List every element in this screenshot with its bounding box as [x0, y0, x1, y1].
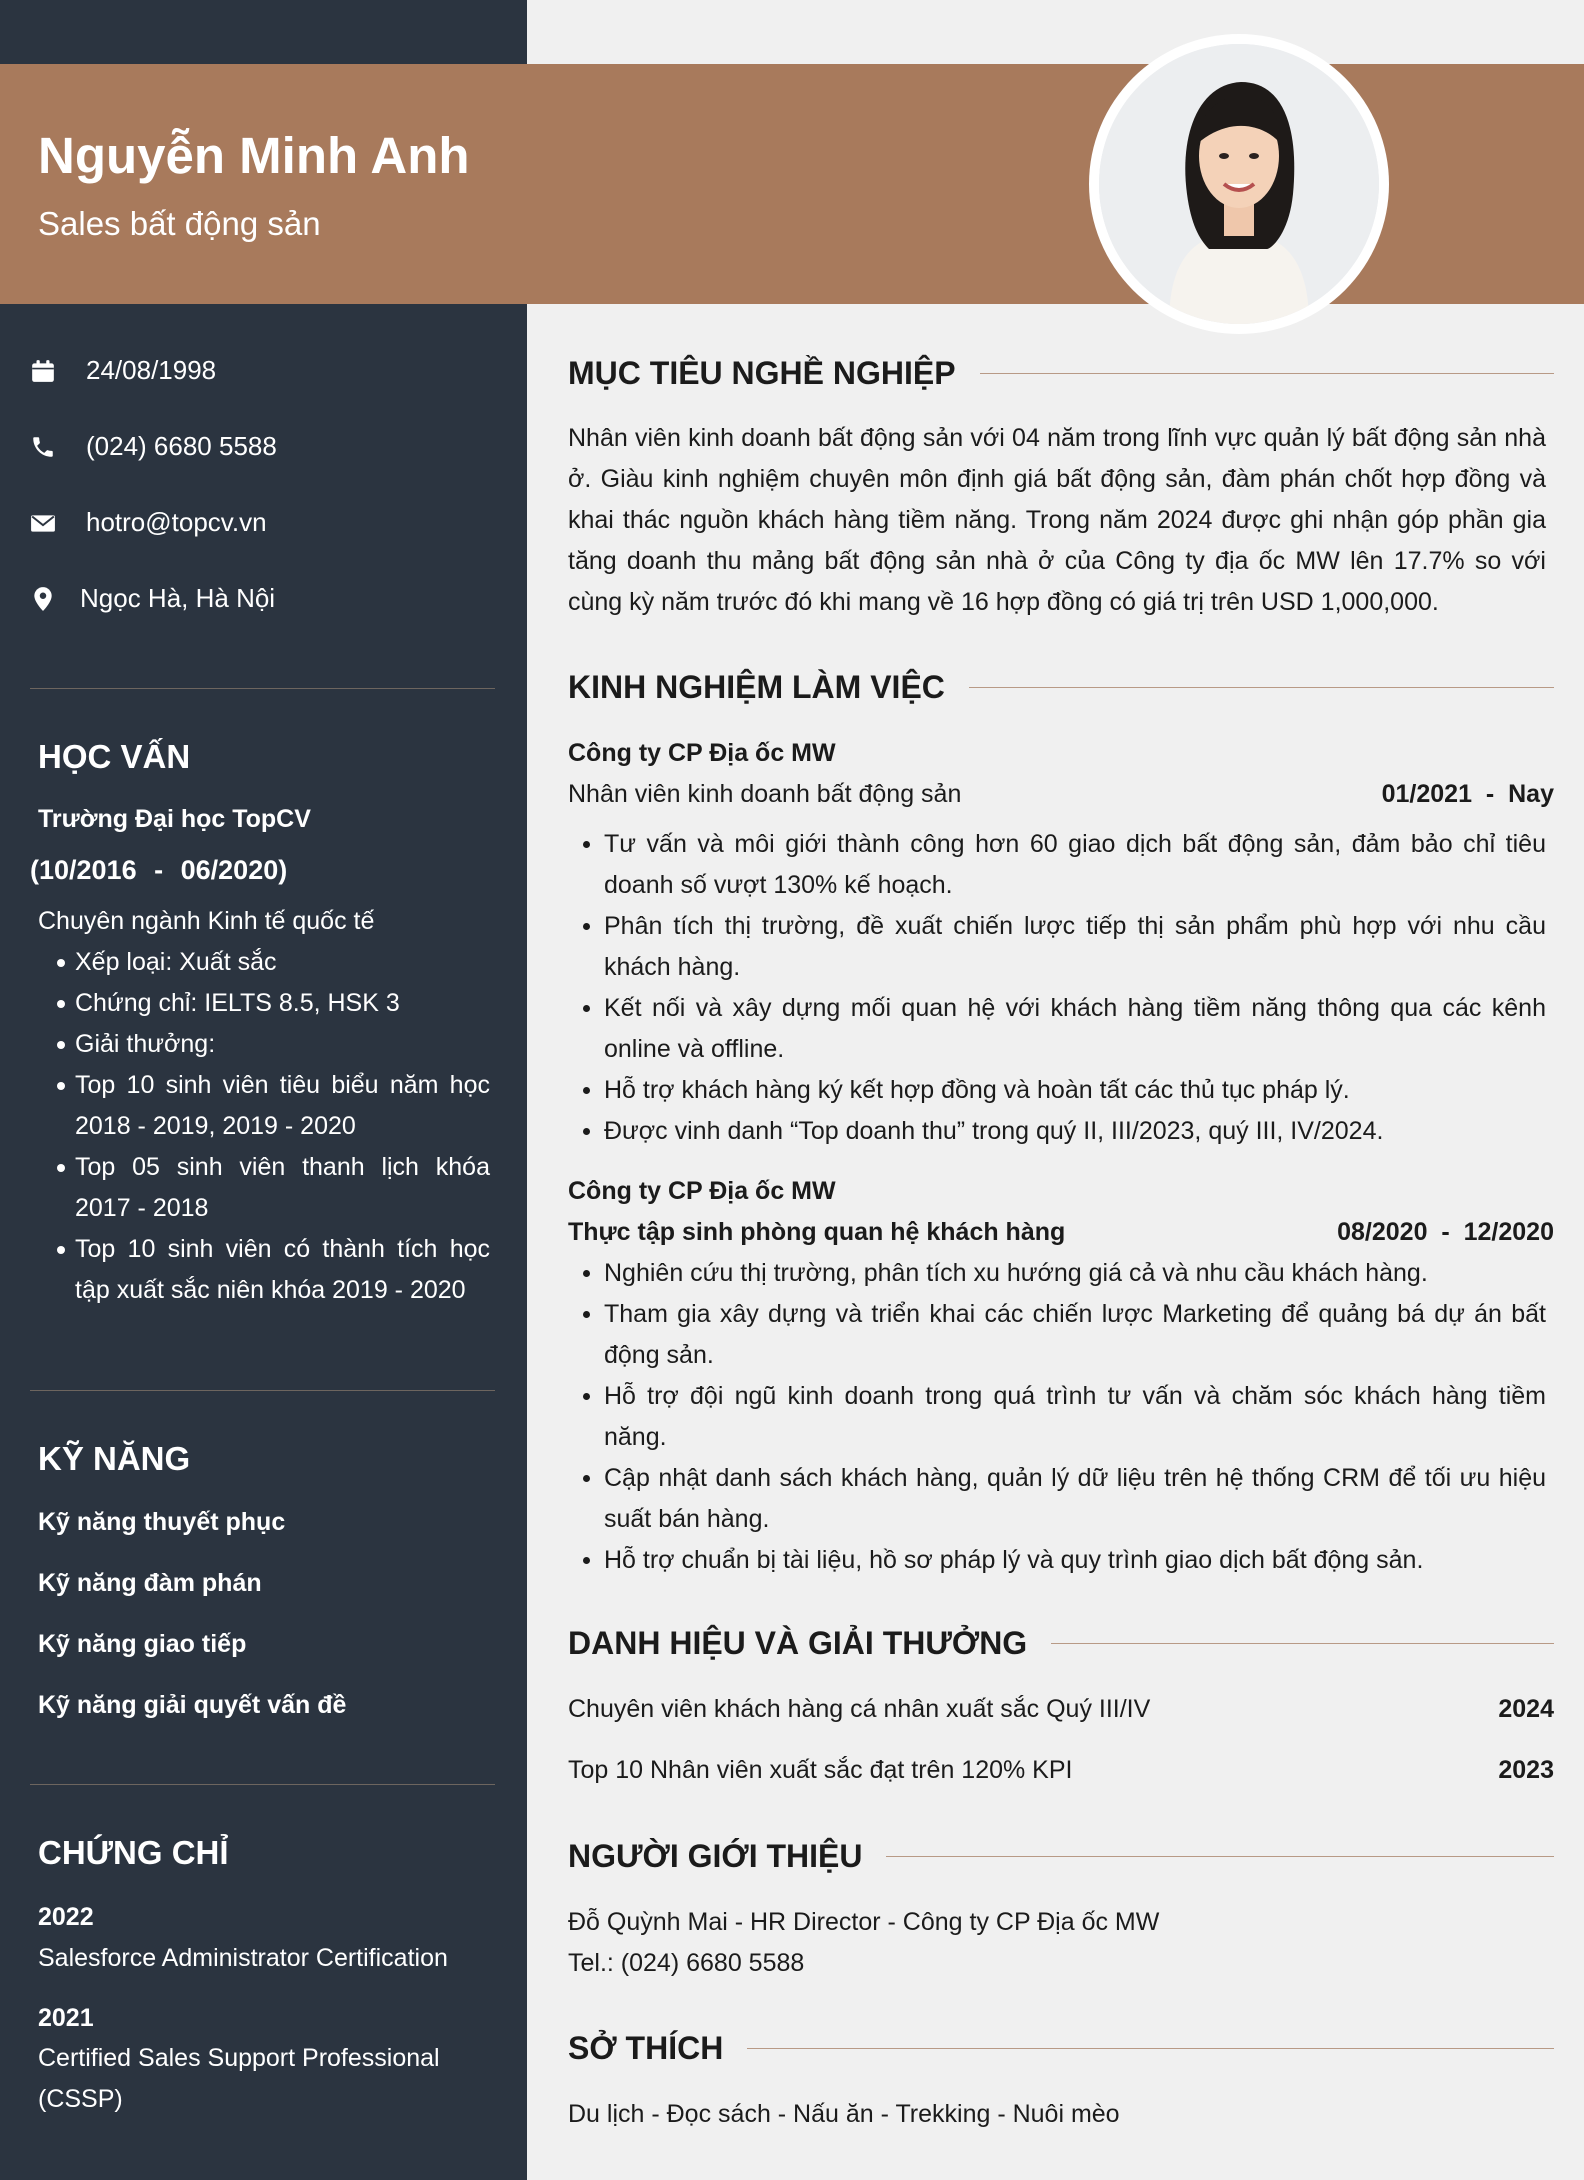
sidebar-divider — [30, 1390, 495, 1391]
certificates-title: CHỨNG CHỈ — [38, 1834, 229, 1871]
education-title: HỌC VẤN — [38, 738, 191, 775]
experience-header — [568, 669, 1554, 706]
hobbies-text: Du lịch - Đọc sách - Nấu ăn - Trekking - Nuôi mèo — [568, 2100, 1120, 2128]
education-school: Trường Đại học TopCV — [38, 805, 311, 833]
reference-person: Đỗ Quỳnh Mai - HR Director - Công ty CP Địa ốc MW — [568, 1908, 1160, 1936]
section-rule — [969, 687, 1554, 688]
candidate-role: Sales bất động sản — [38, 205, 321, 242]
section-rule — [747, 2048, 1554, 2049]
award-name: Chuyên viên khách hàng cá nhân xuất sắc Quý III/IV — [568, 1695, 1151, 1723]
list-item: Chứng chỉ: IELTS 8.5, HSK 3 — [38, 983, 490, 1024]
section-rule — [1051, 1643, 1554, 1644]
certificate-year: 2022 — [38, 1903, 94, 1931]
list-item: Hỗ trợ đội ngũ kinh doanh trong quá trình tư vấn và chăm sóc khách hàng tiềm năng. — [568, 1376, 1546, 1458]
skill-item: Kỹ năng đàm phán — [38, 1569, 262, 1597]
job-period — [1337, 1218, 1554, 1247]
job-end: Nay — [1508, 780, 1554, 808]
contact-address — [30, 583, 275, 614]
avatar — [1099, 44, 1379, 324]
phone-text: (024) 6680 5588 — [86, 431, 277, 461]
job-bullets — [568, 1253, 1546, 1581]
email-text: hotro@topcv.vn — [86, 507, 267, 537]
job-bullets — [568, 824, 1546, 1152]
profile-photo — [1089, 34, 1389, 334]
skills-title: KỸ NĂNG — [38, 1440, 191, 1477]
skill-item: Kỹ năng giao tiếp — [38, 1630, 247, 1658]
map-pin-icon — [30, 586, 56, 612]
education-details — [38, 942, 490, 1311]
list-item: Cập nhật danh sách khách hàng, quản lý dữ liệu trên hệ thống CRM để tối ưu hiệu suất bán hàng. — [568, 1458, 1546, 1540]
envelope-icon — [30, 510, 56, 536]
job-start: 01/2021 — [1381, 780, 1472, 808]
skill-item: Kỹ năng thuyết phục — [38, 1508, 286, 1536]
list-item: Tư vấn và môi giới thành công hơn 60 giao dịch bất động sản, đảm bảo chỉ tiêu doanh số vượt 130% kế hoạch. — [568, 824, 1546, 906]
list-item: Nghiên cứu thị trường, phân tích xu hướng giá cả và nhu cầu khách hàng. — [568, 1253, 1546, 1294]
list-item: Kết nối và xây dựng mối quan hệ với khách hàng tiềm năng thông qua các kênh online và offline. — [568, 988, 1546, 1070]
certificate-name: Salesforce Administrator Certification — [38, 1944, 448, 1972]
education-period-start: (10/2016 — [30, 855, 137, 885]
award-year: 2024 — [1498, 1695, 1554, 1723]
job-start: 08/2020 — [1337, 1218, 1428, 1246]
education-period-sep: - — [154, 855, 164, 885]
certificate-name: Certified Sales Support Professional (CSSP) — [38, 2044, 440, 2113]
list-item: Hỗ trợ khách hàng ký kết hợp đồng và hoàn tất các thủ tục pháp lý. — [568, 1070, 1546, 1111]
list-item: Phân tích thị trường, đề xuất chiến lược tiếp thị sản phẩm phù hợp với nhu cầu khách hàng. — [568, 906, 1546, 988]
section-rule — [886, 1856, 1554, 1857]
list-item: Xếp loại: Xuất sắc — [38, 942, 490, 983]
contact-birthday — [30, 355, 216, 386]
awards-header — [568, 1625, 1554, 1662]
sidebar-divider — [30, 1784, 495, 1785]
certificate-year: 2021 — [38, 2004, 94, 2032]
reference-phone: Tel.: (024) 6680 5588 — [568, 1949, 805, 1977]
contact-email — [30, 507, 267, 538]
job-company: Công ty CP Địa ốc MW — [568, 1177, 836, 1205]
job-sep: - — [1485, 780, 1495, 808]
job-end: 12/2020 — [1463, 1218, 1554, 1246]
award-name: Top 10 Nhân viên xuất sắc đạt trên 120% KPI — [568, 1756, 1073, 1784]
references-title: NGƯỜI GIỚI THIỆU — [568, 1838, 863, 1874]
experience-title: KINH NGHIỆM LÀM VIỆC — [568, 669, 945, 705]
objective-text: Nhân viên kinh doanh bất động sản với 04 năm trong lĩnh vực quản lý bất động sản nhà ở. Giàu kinh nghiệm chuyên môn định giá bất động sản, đàm phán chốt hợp đồng và khai thác nguồn khách hàng tiềm năng. Trong năm 2024 được ghi nhận góp phần gia tăng doanh thu mảng bất động sản nhà ở của Công ty địa ốc MW lên 17.7% so với cùng kỳ năm trước đó khi mang về 16 hợp đồng có giá trị trên USD 1,000,000. — [568, 424, 1546, 616]
hobbies-title: SỞ THÍCH — [568, 2030, 724, 2066]
list-item: Tham gia xây dựng và triển khai các chiến lược Marketing để quảng bá dự án bất động sản. — [568, 1294, 1546, 1376]
objective-header — [568, 355, 1554, 392]
job-position: Thực tập sinh phòng quan hệ khách hàng — [568, 1218, 1066, 1246]
contact-phone — [30, 431, 277, 462]
education-period-end: 06/2020) — [180, 855, 288, 885]
award-year: 2023 — [1498, 1756, 1554, 1784]
skill-item: Kỹ năng giải quyết vấn đề — [38, 1691, 347, 1719]
job-position: Nhân viên kinh doanh bất động sản — [568, 780, 962, 808]
education-period — [30, 855, 287, 886]
address-text: Ngọc Hà, Hà Nội — [80, 583, 276, 613]
education-major: Chuyên ngành Kinh tế quốc tế — [38, 907, 375, 935]
list-item: Top 10 sinh viên có thành tích học tập xuất sắc niên khóa 2019 - 2020 — [38, 1229, 490, 1311]
calendar-icon — [30, 358, 56, 384]
job-sep: - — [1441, 1218, 1450, 1246]
section-rule — [980, 373, 1554, 374]
birthday-text: 24/08/1998 — [86, 355, 217, 385]
objective-title: MỤC TIÊU NGHỀ NGHIỆP — [568, 355, 956, 391]
job-company: Công ty CP Địa ốc MW — [568, 739, 836, 767]
phone-icon — [30, 434, 56, 460]
hobbies-header — [568, 2030, 1554, 2067]
references-header — [568, 1838, 1554, 1875]
job-period — [1382, 780, 1554, 809]
list-item: Được vinh danh “Top doanh thu” trong quý II, III/2023, quý III, IV/2024. — [568, 1111, 1546, 1152]
list-item: Giải thưởng: — [38, 1024, 490, 1065]
list-item: Hỗ trợ chuẩn bị tài liệu, hồ sơ pháp lý và quy trình giao dịch bất động sản. — [568, 1540, 1546, 1581]
list-item: Top 05 sinh viên thanh lịch khóa 2017 - 2018 — [38, 1147, 490, 1229]
list-item: Top 10 sinh viên tiêu biểu năm học 2018 - 2019, 2019 - 2020 — [38, 1065, 490, 1147]
sidebar-divider — [30, 688, 495, 689]
candidate-name: Nguyễn Minh Anh — [38, 127, 470, 184]
awards-title: DANH HIỆU VÀ GIẢI THƯỞNG — [568, 1625, 1028, 1661]
